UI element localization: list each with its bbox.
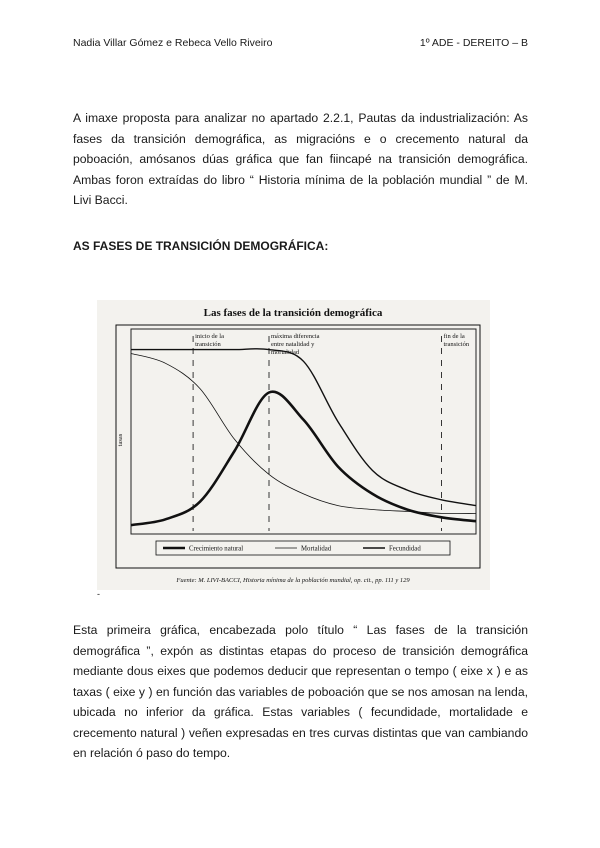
chart-title: Las fases de la transición demográfica bbox=[203, 307, 383, 319]
legend-label-2: Mortalidad bbox=[301, 545, 332, 553]
analysis-paragraph: Esta primeira gráfica, encabezada polo título “ Las fases de la transición demográfica ”, expón as distintas etapas do proceso de transición demográfica mediante dous eixes que podemos deducir que representan o tempo ( eixe x ) e as taxas ( eixe y ) en función das variables de poboación que se nos amosan na lenda, ubicada no inferior da gráfica. Estas variables ( fecundidade, mortalidade e crecemento natural ) veñen expresadas en tres curvas distintas que van cambiando en relación ó paso do tempo. bbox=[73, 623, 528, 760]
section-title: AS FASES DE TRANSICIÓN DEMOGRÁFICA: bbox=[73, 239, 329, 253]
header-authors: Nadia Villar Gómez e Rebeca Vello Riveiro bbox=[73, 37, 273, 49]
plot-area bbox=[131, 329, 476, 534]
legend-label-1: Crecimiento natural bbox=[189, 545, 244, 553]
page-header bbox=[73, 37, 528, 53]
demographic-transition-figure bbox=[97, 300, 490, 590]
stray-mark: - bbox=[97, 589, 100, 599]
legend-label-3: Fecundidad bbox=[389, 545, 421, 553]
series-line-fecundidad bbox=[131, 349, 476, 506]
phase-marker-label-1: inicio de la transición bbox=[195, 333, 224, 348]
phase-marker-label-3: fin de la transición bbox=[443, 333, 470, 348]
intro-paragraph: A imaxe proposta para analizar no apartado 2.2.1, Pautas da industrialización: As fases da transición demográfica, as migracións e o crecemento natural da poboación, amósanos dúas gráfica que fan fiincapé na transición demográfica. Ambas foron extraídas do libro “ Historia mínima de la población mundial ” de M. Livi Bacci. bbox=[73, 111, 528, 207]
phase-marker-label-2: máxima diferencia entre natalidad y mortalidad bbox=[271, 333, 320, 356]
chart-frame bbox=[116, 325, 480, 568]
series-line-mortalidad bbox=[131, 354, 476, 514]
y-axis-label: tasas bbox=[117, 433, 124, 447]
chart-source: Fuente: M. LIVI-BACCI, Historia mínima de la población mundial, op. cit., pp. 111 y 129 bbox=[176, 577, 410, 584]
series-line-crecimiento-natural bbox=[131, 392, 476, 525]
header-course: 1º ADE - DEREITO – B bbox=[419, 37, 528, 49]
transition-chart bbox=[97, 300, 490, 590]
